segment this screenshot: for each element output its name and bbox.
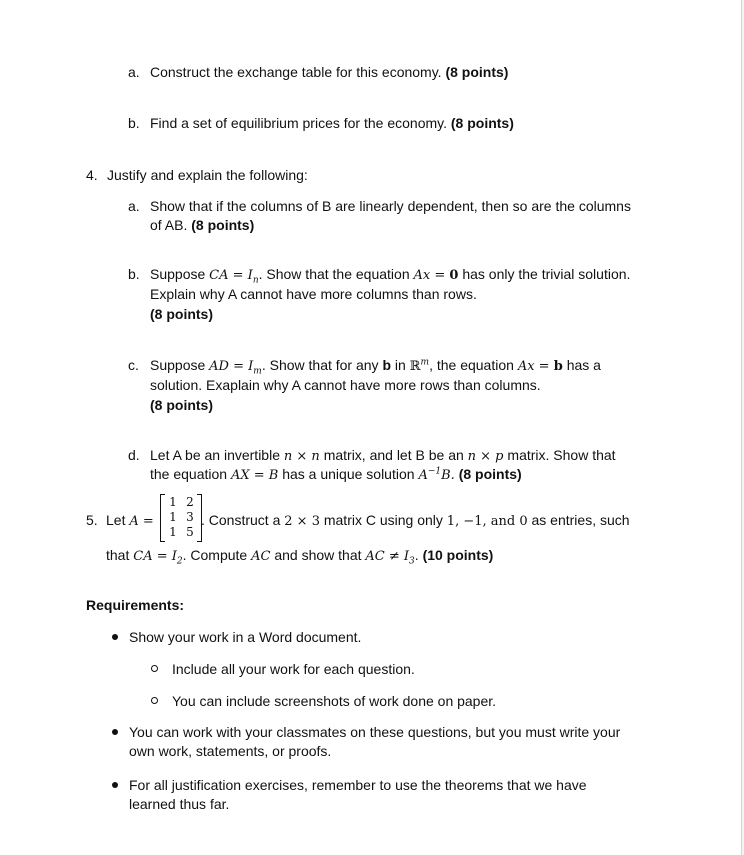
q5-ac-neq-text: AC ≠ I [365, 549, 410, 564]
q4c-eq-b: b [553, 359, 563, 374]
q5-that: that [106, 547, 130, 563]
q4-text: Justify and explain the following: [107, 167, 308, 183]
q4d-sol-sup: −1 [427, 466, 442, 477]
q5-matrix [158, 492, 202, 542]
q4c-line2: solution. Exaplain why A cannot have more rows than columns. [150, 377, 541, 393]
q3a-label: a. [128, 64, 140, 80]
matrix-cell: 1 [169, 510, 177, 524]
q5-line2 [106, 546, 493, 566]
q4b-cond-text: CA = I [209, 268, 253, 283]
q4b-label: b. [128, 266, 140, 282]
matrix-cell: 5 [186, 525, 194, 539]
q4b-suppose: Suppose [150, 266, 206, 282]
q5-label: 5. [86, 512, 98, 528]
requirements-heading: Requirements: [86, 597, 185, 613]
q5-entries: 1, −1, and 0 [446, 514, 528, 529]
q3b-points: (8 points) [450, 115, 514, 131]
q4d-nxn: n × n [283, 449, 320, 464]
q4d-line1 [150, 446, 616, 466]
matrix-cell: 1 [169, 525, 177, 539]
q4c-rm [410, 359, 429, 374]
q5-and: and show that [274, 547, 362, 563]
q4b-zero: 0 [449, 268, 459, 283]
q4d-label: d. [128, 447, 140, 463]
q5-after2: matrix C using only [323, 512, 443, 528]
q5-dims: 2 × 3 [284, 514, 320, 529]
q4c-after-cond: . Show that for any [261, 357, 379, 373]
q4d-part1: Let A be an invertible [150, 447, 280, 463]
q5-ca-text: CA = I [133, 549, 177, 564]
q5-dot: . [414, 547, 419, 563]
q4c-cond-sub: m [253, 366, 262, 377]
req-item-3-line1: For all justification exercises, remember to use the theorems that we have [129, 777, 587, 793]
q4d-part3: matrix. Show that [507, 447, 616, 463]
q5-a-eq: A = [129, 514, 154, 529]
q5-ac-sub: 3 [409, 556, 415, 567]
q4d-part2: matrix, and let B be an [323, 447, 464, 463]
q4c-cond [209, 359, 262, 377]
q4d-sol-a: A [418, 468, 428, 483]
q4c-suppose: Suppose [150, 357, 206, 373]
q4-label: 4. [86, 167, 98, 183]
q4c-points: (8 points) [150, 397, 213, 413]
q4a-line2-wrap [150, 216, 254, 235]
matrix-left-bracket [160, 494, 165, 542]
q4d-sol-end: B. [441, 468, 455, 483]
q4b-points: (8 points) [150, 306, 213, 322]
req-sub-2: You can include screenshots of work done on paper. [172, 693, 497, 709]
q4a-line2: of AB. [150, 217, 188, 233]
q5-points: (10 points) [422, 547, 494, 563]
q3a-line [150, 63, 508, 82]
q5-ac-neq [365, 549, 415, 567]
q4c-rm-sup: m [420, 357, 430, 368]
q5-after: . Construct a [201, 512, 281, 528]
q4c-line1 [150, 356, 601, 376]
q4c-end: has a [566, 357, 601, 373]
q4c-eq: Ax = [517, 359, 554, 374]
q4b-eq: Ax = [413, 268, 450, 283]
req-item-2-line2: own work, statements, or proofs. [129, 743, 332, 759]
bullet-icon [112, 634, 118, 640]
q4b-line2: Explain why A cannot have more columns than rows. [150, 286, 477, 302]
q4c-rm-text: ℝ [409, 359, 421, 374]
q4d-nxp: n × p [467, 449, 504, 464]
q5-mid: . Compute [182, 547, 248, 563]
bullet-icon [112, 729, 118, 735]
q5-let: Let [106, 512, 126, 528]
circle-bullet-icon [151, 697, 158, 704]
matrix-cell: 3 [186, 510, 194, 524]
q5-ca [133, 549, 183, 567]
req-sub-1: Include all your work for each question. [172, 661, 415, 677]
matrix-cell: 2 [186, 495, 194, 509]
q4b-line1 [150, 265, 630, 285]
q3a-text: Construct the exchange table for this economy. [150, 64, 442, 80]
q4c-label: c. [128, 357, 139, 373]
q4d-part5: has a unique solution [282, 466, 415, 482]
q4c-cond-text: AD = I [209, 359, 254, 374]
q3a-points: (8 points) [445, 64, 509, 80]
q4d-line2 [150, 465, 522, 485]
q3b-line [150, 114, 514, 133]
q4d-sol [418, 468, 454, 483]
q4d-part4: the equation [150, 466, 228, 482]
q4a-label: a. [128, 198, 140, 214]
q5-after3: as entries, such [531, 512, 630, 528]
matrix-cell: 1 [169, 495, 177, 509]
req-item-1: Show your work in a Word document. [129, 629, 362, 645]
q4d-points: (8 points) [458, 466, 522, 482]
q4b-cond-sub: n [252, 275, 259, 286]
q4c-bold-b: b [382, 357, 392, 373]
circle-bullet-icon [151, 665, 158, 672]
q5-let-wrap [106, 511, 154, 531]
q4c-comma: , the equation [429, 357, 514, 373]
q4a-points: (8 points) [191, 217, 255, 233]
req-item-3-line2: learned thus far. [129, 796, 230, 812]
q3b-text: Find a set of equilibrium prices for the economy. [150, 115, 447, 131]
req-item-2-line1: You can work with your classmates on these questions, but you must write your [129, 724, 621, 740]
q4b-end: has only the trivial solution. [462, 266, 631, 282]
q4b-cond [209, 268, 259, 286]
q5-line1-rest [201, 511, 630, 531]
q4b-after-cond: . Show that the equation [258, 266, 410, 282]
bullet-icon [112, 782, 118, 788]
q5-ac: AC [251, 549, 271, 564]
q3b-label: b. [128, 115, 140, 131]
q4c-in: in [394, 357, 406, 373]
q4d-eq: AX = B [230, 468, 279, 483]
q5-ca-sub: 2 [176, 556, 183, 567]
q4a-line1: Show that if the columns of B are linearly dependent, then so are the columns [150, 198, 631, 214]
